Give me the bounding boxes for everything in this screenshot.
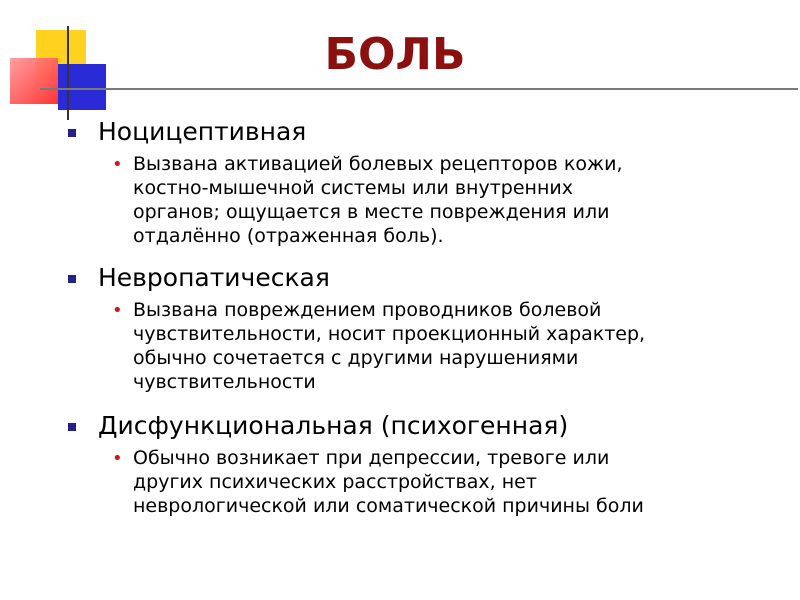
list-item-heading	[66, 116, 766, 148]
square-bullet-icon	[68, 423, 76, 431]
description-line: Вызвана повреждением проводников болевой	[133, 299, 602, 321]
description-line: чувствительности	[133, 371, 316, 393]
list-item-description	[66, 298, 766, 394]
description-line: других психических расстройствах, нет	[133, 471, 537, 493]
description-line: отдалённо (отраженная боль).	[133, 225, 444, 247]
list-item-description	[66, 446, 766, 518]
square-bullet-icon	[68, 129, 76, 137]
description-line: Вызвана активацией болевых рецепторов кожи,	[133, 153, 623, 175]
description-line: чувствительности, носит проекционный характер,	[133, 323, 646, 345]
list-item-nociceptive	[66, 116, 766, 248]
heading-text: Ноцицептивная	[98, 117, 307, 146]
description-line: Обычно возникает при депрессии, тревоге или	[133, 447, 610, 469]
dot-bullet-icon: •	[112, 154, 123, 175]
heading-text: Дисфункциональная (психогенная)	[98, 411, 569, 440]
description-line: органов; ощущается в месте повреждения или	[133, 201, 610, 223]
list-item-description	[66, 152, 766, 248]
list-item-heading	[66, 262, 766, 294]
list-item-neuropathic	[66, 262, 766, 394]
square-bullet-icon	[68, 275, 76, 283]
logo-red-square	[10, 58, 58, 104]
list-item-dysfunctional	[66, 410, 766, 518]
logo-blue-square	[58, 64, 106, 110]
logo-vertical-line	[67, 26, 69, 120]
slide-title: БОЛЬ	[324, 29, 466, 80]
dot-bullet-icon: •	[112, 448, 123, 469]
description-line: неврологической или соматической причины боли	[133, 495, 644, 517]
bullet-list	[66, 116, 766, 518]
dot-bullet-icon: •	[112, 300, 123, 321]
description-line: костно-мышечной системы или внутренних	[133, 177, 573, 199]
description-line: обычно сочетается с другими нарушениями	[133, 347, 579, 369]
list-item-heading	[66, 410, 766, 442]
heading-text: Невропатическая	[98, 263, 330, 292]
title-divider	[40, 88, 798, 90]
